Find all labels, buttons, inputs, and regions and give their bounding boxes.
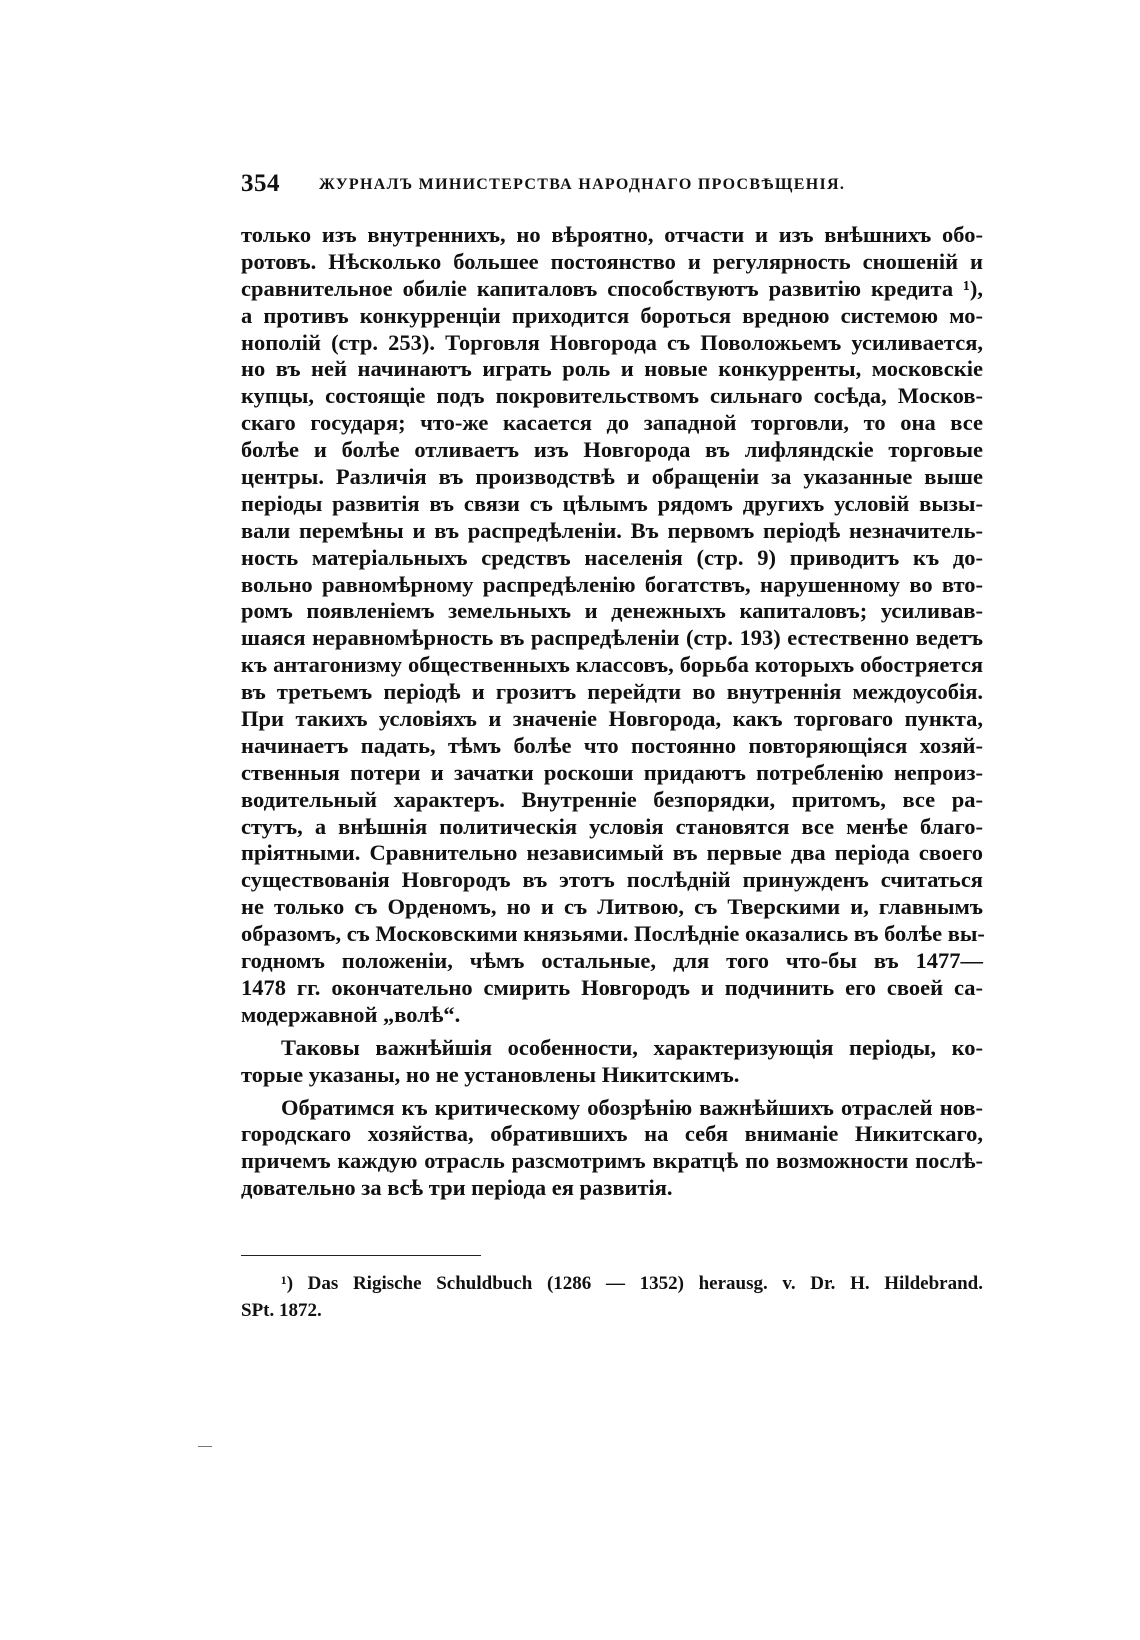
text-line: вали перемѣны и въ распредѣленіи. Въ первомъ періодѣ незначитель-: [241, 517, 983, 543]
text-line: стутъ, а внѣшнія политическія условія становятся все менѣе благо-: [241, 813, 983, 839]
text-line: модержавной „волѣ“.: [241, 1001, 461, 1027]
text-line: не только съ Орденомъ, но и съ Литвою, съ Тверскими и, главнымъ: [241, 894, 983, 920]
footnote-line: SPt. 1872.: [241, 1300, 322, 1321]
text-line: вольно равномѣрному распредѣленію богатствъ, нарушенному во вто-: [241, 571, 983, 597]
text-line: періоды развитія въ связи съ цѣлымъ рядомъ другихъ условій вызы-: [241, 490, 983, 516]
text-line: начинаетъ падать, тѣмъ болѣе что постоянно повторяющіяся хозяй-: [241, 732, 983, 758]
text-line: скаго государя; что-же касается до западной торговли, то она все: [241, 410, 983, 436]
text-line: образомъ, съ Московскими князьями. Послѣдніе оказались въ болѣе вы-: [241, 921, 985, 947]
footnote-line: ¹) Das Rigische Schuldbuch (1286 — 1352) herausg. v. Dr. H. Hildebrand.: [281, 1273, 983, 1294]
text-line: а противъ конкурренціи приходится бороться вредною системою мо-: [241, 302, 983, 328]
text-line: въ третьемъ періодѣ и грозитъ перейдти во внутреннія междоусобія.: [241, 679, 983, 705]
text-line: только изъ внутреннихъ, но вѣроятно, отчасти и изъ внѣшнихъ обо-: [241, 222, 983, 247]
text-line: ность матеріальныхъ средствъ населенія (стр. 9) приводитъ къ до-: [241, 544, 983, 570]
paragraph: [241, 1035, 983, 1089]
text-line: центры. Различія въ производствѣ и обращеніи за указанные выше: [241, 464, 983, 490]
text-line: болѣе и болѣе отливаетъ изъ Новгорода въ лифляндскіе торговые: [241, 437, 983, 463]
text-line: нополій (стр. 253). Торговля Новгорода съ Поволожьемъ усиливается,: [241, 329, 983, 355]
text-line: ственныя потери и зачатки роскоши придаютъ потребленію непроиз-: [241, 759, 983, 785]
paragraph: [241, 222, 983, 1029]
page-number: 354: [241, 170, 280, 197]
running-title: ЖУРНАЛЪ МИНИСТЕРСТВА НАРОДНАГО ПРОСВѢЩЕНІЯ.: [319, 176, 846, 193]
text-line: сравнительное обиліе капиталовъ способствуютъ развитію кредита ¹),: [241, 275, 983, 301]
text-line: Обратимся къ критическому обозрѣнію важнѣйшихъ отраслей нов-: [281, 1094, 983, 1120]
text-line: купцы, состоящіе подъ покровительствомъ сильнаго сосѣда, Москов-: [241, 383, 983, 409]
text-line: довательно за всѣ три періода ея развитія.: [241, 1175, 673, 1201]
text-line: причемъ каждую отрасль разсмотримъ вкратцѣ по возможности послѣ-: [241, 1148, 983, 1174]
text-line: шаяся неравномѣрность въ распредѣленіи (стр. 193) естественно ведетъ: [241, 625, 983, 651]
footnote: [241, 1270, 983, 1324]
page-header: [241, 170, 981, 204]
scan-mark: [198, 1446, 212, 1447]
main-text: [241, 222, 983, 1202]
text-line: ромъ появленіемъ земельныхъ и денежныхъ капиталовъ; усиливав-: [241, 598, 983, 624]
text-line: городскаго хозяйства, обратившихъ на себя вниманіе Никитскаго,: [241, 1121, 983, 1147]
text-line: пріятными. Сравнительно независимый въ первые два періода своего: [241, 840, 983, 866]
text-line: къ антагонизму общественныхъ классовъ, борьба которыхъ обостряется: [241, 652, 983, 678]
text-line: ротовъ. Нѣсколько большее постоянство и регулярность сношеній и: [241, 248, 983, 274]
text-line: торые указаны, но не установлены Никитскимъ.: [241, 1061, 740, 1087]
text-line: водительный характеръ. Внутренніе безпорядки, притомъ, все ра-: [241, 786, 983, 812]
paragraph: [241, 1095, 983, 1203]
text-line: 1478 гг. окончательно смирить Новгородъ и подчинить его своей са-: [241, 974, 983, 1000]
text-line: годномъ положеніи, чѣмъ остальные, для того что-бы въ 1477—: [241, 948, 983, 974]
text-line: но въ ней начинаютъ играть роль и новые конкурренты, московскіе: [241, 356, 983, 382]
text-line: Таковы важнѣйшія особенности, характеризующія періоды, ко-: [281, 1034, 983, 1060]
footnote-divider: [241, 1255, 481, 1256]
text-line: существованія Новгородъ въ этотъ послѣдній принужденъ считаться: [241, 867, 983, 893]
text-line: При такихъ условіяхъ и значеніе Новгорода, какъ торговаго пункта,: [241, 706, 983, 732]
